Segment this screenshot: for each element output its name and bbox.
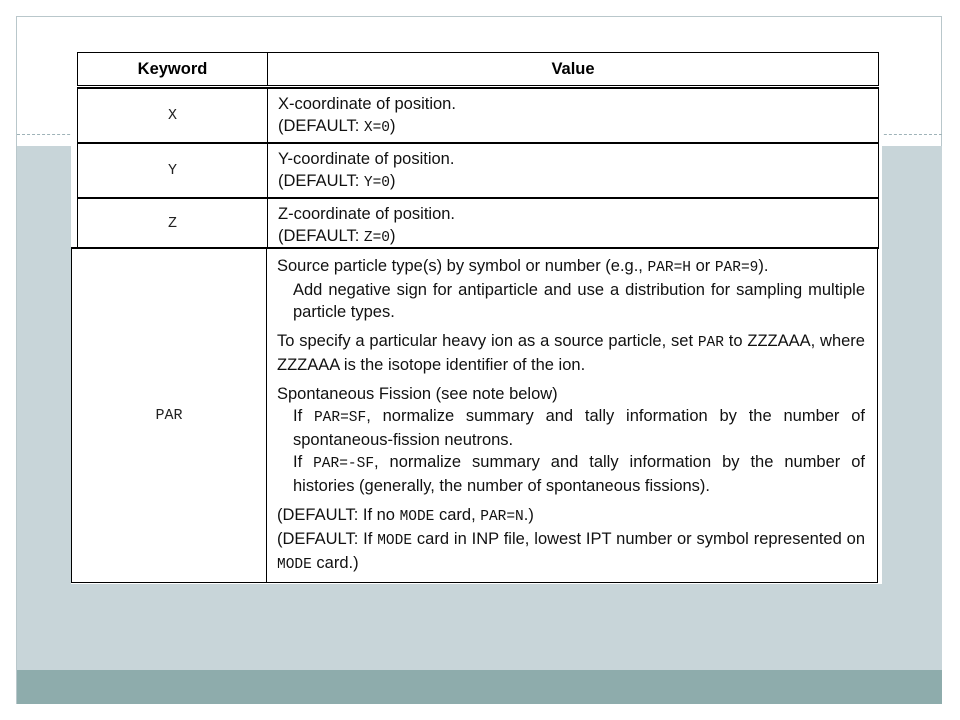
par-spontaneous-fission: Spontaneous Fission (see note below) If PAR=SF, normalize summary and tally information by the number of spontaneous-fission neutrons. If PAR=-SF, normalize summary and tally information by the number of histories (generally, the number of spontaneous fissions). [277,385,865,495]
row-default: (DEFAULT: Z=0) [278,227,396,246]
slide-footer-bar [17,670,942,704]
row-description: X-coordinate of position. [278,95,456,113]
table-row-x [77,87,879,143]
par-defaults: (DEFAULT: If no MODE card, PAR=N.) (DEFAULT: If MODE card in INP file, lowest IPT number or symbol represented on MODE card.) [277,506,865,573]
value-cell [267,249,877,582]
keyword-cell: X [78,89,268,142]
value-cell [268,199,878,248]
value-cell [268,144,878,197]
row-description: Y-coordinate of position. [278,150,455,168]
table-row-z [77,197,879,249]
table-header-row [77,52,879,86]
table-row-y [77,142,879,198]
row-description: Z-coordinate of position. [278,205,456,223]
par-heavy-ion: To specify a particular heavy ion as a source particle, set PAR to ZZZAAA, where ZZZAAA is the isotope identifier of the ion. [277,332,865,374]
header-keyword: Keyword [78,53,268,85]
keyword-cell: Y [78,144,268,197]
keyword-table [71,50,882,584]
table-row-par [71,247,878,583]
row-default: (DEFAULT: Y=0) [278,172,396,191]
keyword-cell: PAR [72,249,267,582]
par-particle-type: Source particle type(s) by symbol or number (e.g., PAR=H or PAR=9). Add negative sign for antiparticle and use a distribution for sampling multiple particle types. [277,257,865,321]
row-default: (DEFAULT: X=0) [278,117,396,136]
header-value: Value [551,60,595,78]
keyword-cell: Z [78,199,268,248]
value-cell [268,89,878,142]
